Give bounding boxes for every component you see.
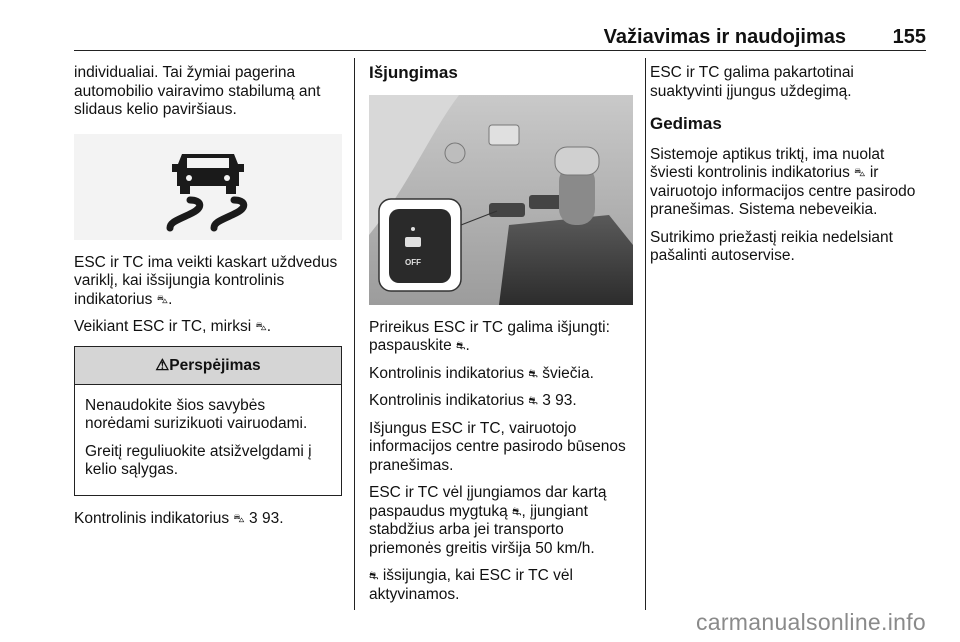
column-1 — [74, 64, 342, 537]
esc-indicator-icon: ⛍ — [233, 512, 245, 525]
center-console-photo — [369, 95, 633, 305]
esc-indicator-icon: ⛍ — [156, 293, 169, 306]
warning-box — [74, 346, 342, 496]
page-reference[interactable]: 93. — [261, 509, 284, 527]
paragraph: Prireikus ESC ir TC galima išjungti: paspauskite ⛐. — [369, 318, 610, 354]
paragraph: individualiai. Tai žymiai pagerina automobilio vairavimo stabilumą ant slidaus kelio paviršiaus. — [74, 64, 321, 118]
column-3 — [650, 64, 930, 275]
esc-indicator-icon: ⛍ — [854, 167, 866, 179]
console-photo-illustration — [369, 95, 633, 305]
esc-off-button-icon: ⛐ — [456, 340, 466, 352]
paragraph: Kontrolinis indikatorius ⛐ šviečia. — [369, 364, 594, 382]
paragraph: Kontrolinis indikatorius ⛍ 3 93. — [74, 509, 284, 527]
warning-text: Greitį reguliuokite atsižvelgdami į kelio sąlygas. — [85, 442, 312, 478]
page-number: 155 — [892, 26, 926, 48]
warning-text: Nenaudokite šios savybės norėdami surizikuoti vairuodami. — [85, 396, 308, 432]
photo-button-label: OFF — [405, 257, 421, 267]
column-2 — [369, 64, 633, 613]
warning-icon: ⚠ — [155, 356, 170, 374]
paragraph: Sutrikimo priežastį reikia nedelsiant pašalinti autoservise. — [650, 228, 893, 264]
esc-indicator-figure — [74, 134, 342, 240]
paragraph: Kontrolinis indikatorius ⛐ 3 93. — [369, 392, 577, 409]
esc-off-indicator-icon: ⛐ — [528, 395, 538, 407]
paragraph: ESC ir TC galima pakartotinai suaktyvinti įjungus uždegimą. — [650, 64, 854, 100]
watermark: carmanualsonline.info — [695, 609, 926, 635]
paragraph: ⛐ išsijungia, kai ESC ir TC vėl aktyvinamos. — [369, 567, 573, 603]
section-heading: Gedimas — [650, 114, 722, 133]
page-header — [74, 20, 926, 50]
header-rule — [74, 50, 926, 51]
paragraph: Sistemoje aptikus triktį, ima nuolat šviesti kontrolinis indikatorius ⛍ ir vairuotojo informacijos centre pasirodo pranešimas. Sistema nebeveikia. — [650, 145, 916, 218]
skidding-car-icon — [74, 134, 342, 240]
warning-title: Perspėjimas — [169, 356, 261, 374]
reference-arrow-icon: 3 — [542, 392, 551, 409]
paragraph: ESC ir TC vėl įjungiamos dar kartą paspaudus mygtuką ⛐, įjungiant stabdžius arba jei transporto priemonės greitis viršija 50 km/h. — [369, 484, 607, 557]
esc-off-indicator-icon: ⛐ — [369, 570, 379, 582]
page-reference[interactable]: 93. — [555, 392, 577, 409]
section-heading: Išjungimas — [369, 63, 458, 82]
reference-arrow-icon: 3 — [249, 509, 258, 527]
column-divider-1 — [354, 58, 355, 610]
column-divider-2 — [645, 58, 646, 610]
esc-off-button-icon: ⛐ — [512, 505, 522, 518]
paragraph: Veikiant ESC ir TC, mirksi ⛍. — [74, 318, 272, 335]
esc-indicator-icon: ⛍ — [255, 321, 267, 333]
paragraph: Išjungus ESC ir TC, vairuotojo informacijos centre pasirodo būsenos pranešimas. — [369, 419, 626, 474]
page-title: Važiavimas ir naudojimas — [603, 26, 846, 48]
paragraph: ESC ir TC ima veikti kaskart uždvedus variklį, kai išsijungia kontrolinis indikatorius ⛍. — [74, 253, 338, 308]
esc-off-indicator-icon: ⛐ — [528, 367, 538, 380]
warning-header — [75, 347, 341, 385]
